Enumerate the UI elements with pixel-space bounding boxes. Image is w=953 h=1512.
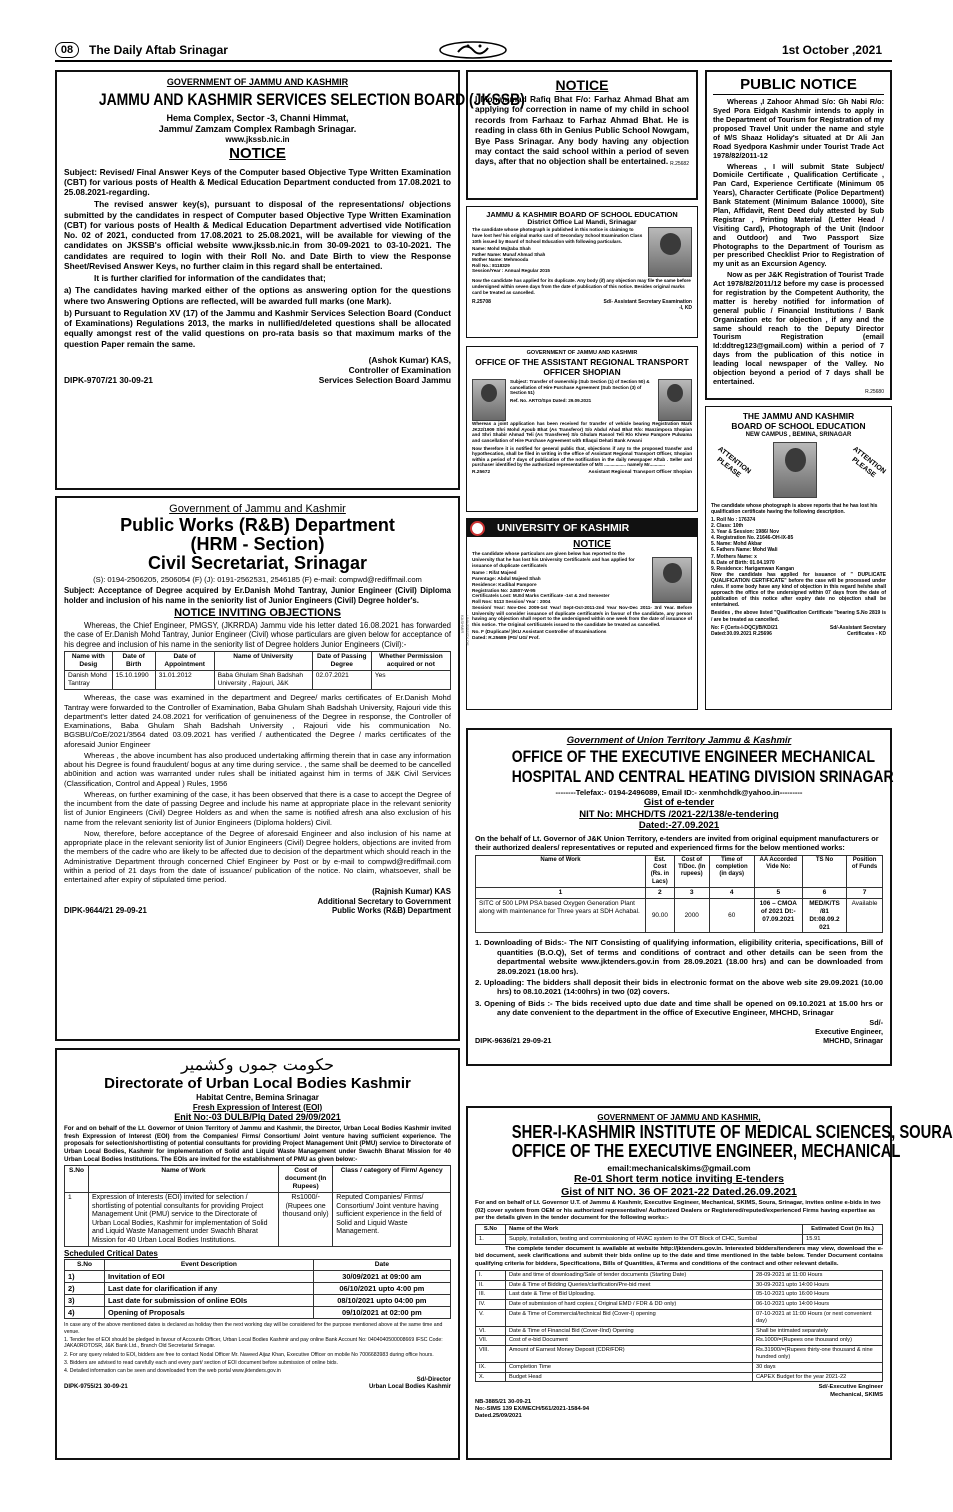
table-cell: Shall be intimated separately <box>753 1326 883 1336</box>
paragraph: Whereas a joint application has been received for transfer of vehicle bearing Registration Mark JK22/1909 Shri Mohd Ayoub Bhat (As Transferor) S/o Abdul Ahad Bhat R/o: Manzimpora Shopian and Shri Shabir Ahmad Teli (As Transferee) S/o Ghulam Rasool Teli R/o Khrew Pampore Pulwama and cancellation of Hire Purchase Agreement with Ellaqui Dehati Bank Arwani <box>472 421 692 443</box>
dipk-number: DIPK-9636/21 29-09-21 <box>475 1036 552 1046</box>
table-cell: CAPEX Budget for the year 2021-22 <box>753 1372 883 1382</box>
table-cell: 3) <box>65 1295 105 1307</box>
table-cell: IV. <box>476 1300 506 1310</box>
govt-heading: Government of Union Territory Jammu & Kashmir <box>566 735 792 746</box>
table-row <box>476 1326 883 1336</box>
table-row <box>476 1336 883 1346</box>
table-row <box>65 1307 451 1319</box>
table-row <box>476 1300 883 1310</box>
paragraph: The candidate whose particulars are given below has reported to the University that he has lost his University Certificate/s and has applied for issuance of duplicate certificate/s <box>472 551 635 568</box>
table-cell: 02.07.2021 <box>312 671 371 690</box>
table-cell: 05-10-2021 upto 16:00 Hours <box>753 1290 883 1300</box>
field: Father Name: Munaf Ahmad Shah <box>472 251 546 257</box>
govt-heading: GOVERNMENT OF JAMMU AND KASHMIR <box>166 77 349 87</box>
paragraph: I Mohammad Rafiq Bhat F/o: Farhaz Ahmad Bhat am applying for correction in name of my child in school records from Farhaaz to Farhaz Ahmad Bhat. He is reading in class 6th in Genius Public School Nowgam, Bye Pass Srinagar. Any body having any objection may contact the said school within a period of seven days, after that no objection shall be entertained. <box>475 94 689 167</box>
table-row <box>65 1271 451 1283</box>
table-cell: III. <box>476 1290 506 1300</box>
field: 6. Fathers Name: Mohd Wali <box>711 547 778 554</box>
table-cell: 08/10/2021 upto 04:00 pm <box>313 1295 450 1307</box>
table-header: S.No <box>65 1260 105 1271</box>
table-header: Name of University <box>214 652 312 671</box>
table-row <box>65 671 451 690</box>
table-header: Class / category of Firm/ Agency <box>333 1166 451 1193</box>
subject: Subject: Revised/ Final Answer Keys of the Computer based Objective Type Written Examination (CBT) for various posts of Health & Medical Education Department conducted from 17.08.2021 to 25.08.2021-regarding. <box>64 166 451 198</box>
signatory-name: (Rajnish Kumar) KAS <box>372 887 451 897</box>
notice-heading: PUBLIC NOTICE <box>713 76 884 95</box>
notice-heading: NOTICE <box>555 77 609 93</box>
field: Name: Mohd Mujtaba Shah <box>472 246 531 252</box>
table-cell: MED/K/TS /81 Dt:08.09.2 021 <box>802 899 846 933</box>
notice-heading: NOTICE <box>573 539 611 550</box>
signatory-office: Certificates - KD <box>847 630 886 637</box>
field: Certificate/s Lost: M.Ed Marks Certificate -1st & 2nd Semester <box>472 593 610 599</box>
table-cell: 30 days <box>753 1362 883 1372</box>
paragraph: For and on behalf of Lt. Governor U.T. of Jammu & Kashmir, Executive Engineer, Mechanical, SKIMS, Soura, Srinagar, invites online e-bids in two (02) cover system from OEM or his authorized representative/ Authorized Dealers or Registered/reputed/experienced Firms having expertise as per the details given in the tender document for the following works:- <box>475 1200 881 1221</box>
table-row <box>65 1295 451 1307</box>
schedule-heading: Scheduled Critical Dates <box>64 1249 158 1259</box>
eoi-heading: Fresh Expression of Interest (EOI) <box>192 1102 323 1112</box>
candidate-photo <box>652 557 692 603</box>
office-title: OFFICE OF THE ASSISTANT REGIONAL TRANSPORT OFFICER SHOPIAN <box>475 356 689 377</box>
table-cell: 15.10.1990 <box>112 671 155 690</box>
table-cell: 30-09-2021 upto 14:00 Hours <box>753 1280 883 1290</box>
list-item: 1. Downloading of Bids:- The NIT Consisting of qualifying information, eligibility criteria, specifications, Bill of quantities (B.O.Q), Set of terms and conditions of contract and other details can be seen from the departmental website www.jktenders.gov.in from 28.09.2021 (18.00 hrs) and can be downloaded from 28.09.2021 (18.00 hrs). <box>475 938 883 976</box>
signatory-title: Sd/-Assistant Secretary <box>829 624 886 631</box>
paragraph: Whereas, the case was examined in the department and Degree/ marks certificates of Er.Danish Mohd Tantray were forwarded to the Controller of Examination, Baba Ghulam Shah Badshah University, Rajouri vide this department's letter dated 24.08.2021 for verification of genuineness of the Degree in response, the Controller of Examinations, Baba Ghulam Shah Badshah University , Rajouri vide his communication No. BGSBU/CoE/2021/3564 dated 03.09.2021 has verified / authenticated the Degree / marks certificates of the aforesaid Junior Engineer <box>64 693 451 749</box>
table-cell: 06/10/2021 upto 4:00 pm <box>313 1283 450 1295</box>
mhchd-etender-notice <box>466 728 892 1066</box>
division-title: HOSPITAL AND CENTRAL HEATING DIVISION SRINAGAR <box>511 767 894 787</box>
paragraph: Whereas , the above incumbent has also produced undertaking affirming therein that in case any information about his Degree is found fraudulent/ bogus at any time during service. , the same shall be deemed to be cancelled ab0inition and action was warranted under rules shall be initiated against him in terms of J&K Civil Services (Classification, Control and Appeal ) Rules, 1956 <box>64 750 451 788</box>
candidate-photo <box>773 442 817 498</box>
paragraph: The candidate whose photograph is published in this notice is claiming to have lost her/ his original marks card of Secondary School Examination Class 10th issued by Board of School Education with following particulars. <box>472 227 643 244</box>
paragraph: Now, therefore, before acceptance of the Degree of aforesaid Engineer and also inclusion of his name at appropriate place in the relevant seniority list of Junior Engineers (Civil) Degree holders, objections are invited from the members of the cadre who are likely to be affected due to decision of the department which should reach in the Administrative Department through concerned Chief Engineer by Post or by e-mail to compwd@rediffmail.com within a period of 21 days from the date of issuance/ publication of the notice. No claim, whatsoever, shall be entertained after expiry of stipulated time period. <box>64 828 451 885</box>
table-row <box>476 1270 883 1280</box>
dept-location: Civil Secretariat, Srinagar <box>147 553 368 574</box>
signatory-office: Services Selection Board Jammu <box>318 375 451 386</box>
subject: Subject: Acceptance of Degree acquired by Er.Danish Mohd Tantray, Junior Engineer (Civil) Diploma holder and inclusion of his name in the seniority list of Junior Engineers (Civil) Degree holder's. <box>64 586 451 605</box>
nb-number: NB-3885/21 30-09-21 <box>475 1398 532 1405</box>
table-cell: VII. <box>476 1336 506 1346</box>
paragraph: Whereas ,I Zahoor Ahmad S/o: Gh Nabi R/o: Syed Pora Eidgah Kashmir intends to apply in the Department of Tourism for Registration of my proposed Travel Unit under the name and style of M/S Shaaz Holiday's situated at Dr Ali Jan Road Syedpora Kashmir under Tourist Trade Act 1978/82/2011-12 <box>713 97 884 160</box>
name-correction-notice <box>466 70 698 200</box>
candidate-table <box>64 651 451 690</box>
address-line: Hema Complex, Sector -3, Channi Himmat, <box>166 112 349 123</box>
work-table <box>475 1224 883 1245</box>
file-number: No: F (Certs-I-DQC)/B/KD/21 <box>711 624 778 631</box>
field: Session/Year : Annual Regular 2015 <box>472 268 550 274</box>
table-cell: 1. <box>476 1235 506 1245</box>
reference-number: R.25680 <box>865 388 884 395</box>
paragraph: It is further clarified for information of the candidates that; <box>94 273 326 284</box>
note: 1. Tender fee of EOI should be pledged in favour of Accounts Officer, Urban Local Bodies Kashmir and pay online Bank Account No: 0404040500008669 IFSC Code: JAKA0ROTOSR, J&K Bank Ltd., Branch Old Secretariat Srinagar. <box>64 1336 443 1350</box>
signatory-name: (Ashok Kumar) KAS, <box>368 354 451 365</box>
paragraph: Now the candidate has applied for its duplicate. Any body (if) any objection may file the same before undersigned within seven days from the date of publication of this notice. Besides original marks card be treated as cancelled. <box>472 278 691 295</box>
table-cell: 90.00 <box>646 899 675 933</box>
table-cell: 07-10-2021 at 11:00 Hours (or next convenient day) <box>753 1309 883 1326</box>
kashmir-university-notice <box>460 518 698 710</box>
table-header: Date <box>313 1260 450 1271</box>
nit-date: Dated:-27.09.2021 <box>638 820 720 832</box>
field: Roll Nos: 5113 Session/ Year : 2004 <box>472 599 551 605</box>
table-header: Name of the Work <box>506 1224 803 1234</box>
table-cell: 30/09/2021 at 09:00 am <box>313 1271 450 1283</box>
table-cell: Available <box>847 899 883 933</box>
table-cell: VI. <box>476 1326 506 1336</box>
field: 9. Residence: Harigamwan Kangan <box>711 565 795 572</box>
table-cell: Supply, installation, testing and commissioning of HVAC system to the OT Block of CHC, Sumbal <box>506 1235 803 1245</box>
subject: Subject: Transfer of ownership (Sub Section (1) of Section 50) & cancellation of Hire Purchase Agreement (Sub Section (3) of Section 51) <box>510 379 650 396</box>
table-cell: 1) <box>65 1271 105 1283</box>
seller-photo <box>472 379 506 421</box>
table-cell: Completion Time <box>506 1362 753 1372</box>
table-row <box>476 1309 883 1326</box>
dated-line: Dated.25/09/2021 <box>475 1412 522 1419</box>
paragraph: Now the candidate has applied for issuance of " DUPLICATE QUALIFICATION CERTIFICATE" before the case will be processed under rules. if some body have any kind of objection in this regard he/she shall approach the office of the undersigned within 07 days from the date of publication of this notice after expiry date no objection shall be entertained. <box>711 571 886 609</box>
seal-text: UNIVERSITY OF KASHMIR <box>460 615 470 646</box>
table-cell: 15.91 <box>803 1235 883 1245</box>
list-item: 2. Uploading: The bidders shall deposit their bids in electronic format on the above web site 29.09.2021 (10.00 hrs) to 08.10.2021 (14:00hrs) in two (02) covers. <box>475 977 883 997</box>
table-cell: 06-10-2021 upto 14:00 Hours <box>753 1300 883 1310</box>
table-cell: Yes <box>371 671 450 690</box>
table-cell: 31.01.2012 <box>155 671 214 690</box>
table-cell: Invitation of EOI <box>105 1271 314 1283</box>
schedule-table <box>475 1270 883 1383</box>
table-cell: Date & Time of Commercial/technical Bid (Cover-I) opening <box>506 1309 753 1326</box>
field: 7. Mothers Name: x <box>711 553 757 560</box>
nit-number: NIT No: MHCHD/TS /2021-22/138/e-tendering <box>579 808 779 820</box>
paragraph: Whereas, on further examining of the case, it has been observed that there is a case to accept the Degree of the incumbent from the date of passing Degree and include his name at appropriate place in the relevant seniority list of Junior Engineers (Civil) Degree Holders as and when the same is notified afresh ana also exclusion of his name from the relevant seniority list of Junior Engineers (Diploma holders) Civil. <box>64 789 451 827</box>
board-title: JAMMU AND KASHMIR SERVICES SELECTION BOARD (JKSSB) <box>98 89 525 109</box>
table-cell: Date & Time of Financial Bid (Cover-IInd) Opening <box>506 1326 753 1336</box>
dipk-number: DIPK-9755/21 30-09-21 <box>64 1384 128 1390</box>
notice-heading: NOTICE <box>229 145 286 163</box>
table-cell: 28-09-2021 at 11:00 Hours <box>753 1270 883 1280</box>
dept-section: (HRM - Section) <box>190 534 325 555</box>
signatory-office: MHCHD, Srinagar <box>823 1036 883 1046</box>
table-row <box>476 1280 883 1290</box>
signatory-title: Assistant Regional Transport Officer Shopian <box>588 469 692 475</box>
table-header: Date of Birth <box>112 652 155 671</box>
pwd-notice <box>55 496 460 1041</box>
table-header: Est. Cost (Rs. in Lacs) <box>646 855 675 887</box>
field: Registration No: 24507-W-95 <box>472 587 536 593</box>
table-cell: V. <box>476 1309 506 1326</box>
dipk-number: DIPK-9644/21 29-09-21 <box>64 906 147 916</box>
board-title: THE JAMMU AND KASHMIR <box>742 411 855 421</box>
paragraph: Whereas , I will submit State Subject/ Domicile Certificate , Qualification Certificate , Pan Card, Experience Certificate (Minimum 05 Years), Character Certificate (Police Department) Bank Statement (Minimum Balance 10000), Site Plan, Affidavit, Rent Deed duly attested by Sub Registrar , Printing Material (Letter Head / Visiting Card), Photograph of the Unit (Indoor and Outdoor) and Two Passport Size Photographs to the Department of Tourism as per prescribed Checklist Prior to Registration of my unit as an Excursion Agency. <box>713 161 884 269</box>
table-cell: Amount of Earnest Money Deposit (CDR/FDR) <box>506 1346 753 1363</box>
reference-number: R.25672 <box>472 469 491 475</box>
field: 5. Name: Mohd Akbar <box>711 541 762 548</box>
signatory-title: Additional Secretary to Government <box>317 896 451 906</box>
ulb-eoi-notice <box>55 1048 460 1460</box>
file-number: No. F (Duplicate/ )/KU Assistant Controller of Examinations <box>472 629 607 635</box>
table-row <box>476 1362 883 1372</box>
office-line: District Office Lal Mandi, Srinagar <box>527 219 637 227</box>
table-cell: 7 <box>847 888 883 899</box>
field: 1. Roll No : 176374 <box>711 517 756 523</box>
directorate-title: Directorate of Urban Local Bodies Kashmir <box>104 1074 411 1092</box>
table-cell: 3 <box>674 888 709 899</box>
schedule-table <box>64 1259 451 1319</box>
table-cell: 1 <box>65 1193 89 1247</box>
table-header: Time of completion (in days) <box>709 855 754 887</box>
dated-line: Dated:30.09.2021 R.25696 <box>711 630 772 637</box>
dated-line: Dated: R.25689 (PG/ UG/ Prof. <box>472 635 540 641</box>
tender-table <box>475 855 883 934</box>
newspaper-logo-icon <box>438 40 508 60</box>
table-header: Name of Work <box>476 855 646 887</box>
gist-nit: Gist of NIT NO. 36 OF 2021-22 Dated.26.09.2021 <box>561 1185 797 1198</box>
signatory-title: Sd/-Executive Engineer <box>818 1384 883 1391</box>
signatory-office: Public Works (R&B) Department <box>332 906 451 916</box>
paragraph: Besides , the above listed "Qualification Certificate "bearing S.No 2819 is / are be treated as cancelled. <box>711 610 886 623</box>
table-cell: Date of submission of hard copies.( Original EMD / FDR & DD only) <box>506 1300 753 1310</box>
issue-date: 1st October ,2021 <box>781 43 882 57</box>
table-row <box>476 1235 883 1245</box>
table-header: Event Description <box>105 1260 314 1271</box>
table-row <box>476 1290 883 1300</box>
public-notice-tourism <box>705 70 892 400</box>
jkbose-duplicate-certificate-notice <box>705 406 892 710</box>
signatory-office: Urban Local Bodies Kashmir <box>368 1384 451 1390</box>
dept-title: Public Works (R&B) Department <box>120 515 395 536</box>
paragraph: The complete tender document is available at website http://jktenders.gov.in. Interested bidders/tenderers may view, download the e-bid document, seek clarifications and submit their bids online up to the date and time mentioned in the table below. Tender Document contains qualifying criteria for bidders, Specifications, Bills of Quantities, &Terms and conditions of the contract and other relevant details. <box>475 1246 883 1267</box>
signatory-title: Executive Engineer, <box>815 1027 883 1037</box>
university-seal-icon <box>470 521 485 536</box>
table-cell: IX. <box>476 1362 506 1372</box>
table-cell: II. <box>476 1280 506 1290</box>
address-line: Habitat Centre, Bemina Srinagar <box>196 1092 319 1102</box>
table-cell: 4) <box>65 1307 105 1319</box>
paragraph: The revised answer key(s), pursuant to disposal of the representations/ objections submitted by the candidates in respect of Computer based Objective Type Written Examination (CBT) for various posts of Health & Medical Education Department advertised vide Notification No. 02 of 2021, conducted from 17.08.2021 to 25.08.2021, will be available for viewing of the candidates on JKSSB's official website www.jkssb.nic.in from 30-09-2021 to 03-10-2021. The candidates are required to login with their Roll No. and Date Birth to view the Response Sheet/Revised Answer Keys, no further claim in this regard shall be entertained. <box>64 199 451 271</box>
contact-line: --------Telefax:- 0194-2496089, Email ID:- xenmhchdk@yahoo.in--------- <box>555 788 803 798</box>
field: 2. Class: 10th <box>711 523 744 530</box>
jkbose-lost-marks-card-notice <box>466 206 698 338</box>
table-header: Estimated Cost (in lts.) <box>803 1224 883 1234</box>
board-subtitle: BOARD OF SCHOOL EDUCATION <box>731 421 866 432</box>
govt-heading: GOVERNMENT OF JAMMU AND KASHMIR <box>526 350 638 356</box>
skims-etender-notice <box>466 1106 953 1460</box>
urdu-heading: حکومت جموں وکشمیر <box>180 1055 335 1074</box>
table-cell: SITC of 500 LPM PSA based Oxygen Generation Plant along with maintenance for Three years at SDH Achabal. <box>476 899 646 933</box>
field: Parentage: Abdul Majeed Shah <box>472 576 541 582</box>
paragraph: Session/ Year: Nov-Dec 2009-1st Year/ Sept-Oct-2011-2nd Year Nov-Dec 2011- 3rd Year. Before University will consider issuance of duplicate certificate/s in favour of the candidate, any person having any objection shall report to the undersigned within one week from the date of issuance of this notice. The Original certificate/s issued to the candidate be treated as cancelled. <box>472 604 692 627</box>
table-cell: 6 <box>802 888 846 899</box>
university-title: UNIVERSITY OF KASHMIR <box>497 522 630 534</box>
newspaper-name: The Daily Aftab Srinagar <box>89 43 228 57</box>
table-cell: Rs.1000/=(Rupees one thousand only) <box>753 1336 883 1346</box>
table-row <box>65 1283 451 1295</box>
table-row <box>476 1372 883 1382</box>
table-cell: 09/10/2021 at 02:00 pm <box>313 1307 450 1319</box>
table-row <box>476 899 883 933</box>
office-title: OFFICE OF THE EXECUTIVE ENGINEER MECHANICAL <box>511 746 875 766</box>
table-cell: X. <box>476 1372 506 1382</box>
gist-heading: Gist of e-tender <box>643 797 715 809</box>
table-cell: VIII. <box>476 1346 506 1363</box>
signature: Sd/- <box>869 1018 883 1028</box>
file-number: No:-SIMS 139 EX/MECH/561/2021-1584-94 <box>475 1405 590 1412</box>
page-number: 08 <box>55 42 79 58</box>
institute-title: SHER-I-KASHMIR INSTITUTE OF MEDICAL SCIENCES, SOURA <box>511 1121 953 1142</box>
table-cell: Rs1000/- (Rupees one thousand only) <box>279 1193 333 1247</box>
eoi-table <box>64 1165 451 1247</box>
enit-number: Enit No:-03 DULB/Plg Dated 29/09/2021 <box>174 1112 341 1123</box>
paragraph: b) Pursuant to Regulation XV (17) of the Jammu and Kashmir Services Selection Board (Conduct of Examinations) Regulations 2013, the marks in nullified/deleted questions shall be allocated equally amongst rest of the valid questions on pro-rata basis so that maximum marks of the question Paper remain the same. <box>64 307 451 349</box>
paragraph: a) The candidates having marked either of the options as answering option for the questions where two Answering Options are reflected, will be awarded full marks (one Mark). <box>64 285 451 306</box>
table-cell: Last date for clarification if any <box>105 1283 314 1295</box>
paragraph: For and on behalf of the Lt. Governor of Union Territory of Jammu and Kashmir, the Director, Urban Local Bodies Kashmir invited fresh Expression of Interest (EOI) from the Companies/ Firms/ Consortium/ Joint venture having sufficient experience. The proposals for selection/shortlisting of potential consultants for providing Project Management Unit (PMU) service to Directorate of Urban Local Bodies, Kashmir for implementation of Solid and Liquid Waste Management under Swachh Bharat Mission for 40 Urban Local Bodies Institutions. The EOIs are invited for the establishment of PMU as given below:- <box>64 1125 451 1163</box>
address-line: Jammu/ Zamzam Complex Rambagh Srinagar. <box>158 123 357 134</box>
field: Name : Rifat Majeed <box>472 570 517 576</box>
office-title: OFFICE OF THE EXECUTIVE ENGINEER, MECHANICAL <box>511 1140 901 1161</box>
table-cell: 1 <box>476 888 646 899</box>
note: In case any of the above mentioned dates is declared as holiday then the next working day will be considered for the purpose mentioned above at the same time and venue. <box>64 1322 443 1335</box>
table-cell: 2) <box>65 1283 105 1295</box>
table-header: Cost of T/Doc. (In rupees) <box>674 855 709 887</box>
table-cell: Last date & Time of Bid Uploading. <box>506 1290 753 1300</box>
table-header: Position of Funds <box>847 855 883 887</box>
buyer-photo <box>658 379 692 421</box>
paragraph: On the behalf of Lt. Governor of J&K Union Territory, e-tenders are invited from original equipment manufacturers or their authorized dealers/ representatives or reputed and experienced firms for the below mentioned works: <box>475 834 879 852</box>
table-cell: 5 <box>754 888 802 899</box>
table-row <box>476 1346 883 1363</box>
arto-transfer-notice <box>466 346 698 512</box>
table-header: S.No <box>65 1166 89 1193</box>
reference-number: R.25708 <box>472 299 491 306</box>
attention-label: ATTENTION PLEASE <box>715 445 752 479</box>
reference-line: Ref. No. ARTO/Spn Dated: 29.09.2021 <box>510 397 592 403</box>
table-header: Name with Desig <box>65 652 113 671</box>
field: 4. Registration No. 21646-OH-IX-85 <box>711 535 794 542</box>
field: 8. Date of Birth: 01.04.1970 <box>711 559 775 566</box>
signatory-office: Mechanical, SKIMS <box>830 1391 883 1398</box>
govt-heading: GOVERNMENT OF JAMMU AND KASHMIR, <box>597 1113 761 1122</box>
table-header: Whether Permission acquired or not <box>371 652 450 671</box>
signatory-title: Controller of Examination <box>348 365 451 376</box>
website: www.jkssb.nic.in <box>225 134 290 144</box>
tender-heading: Re-01 Short term notice inviting E-tenders <box>573 1172 785 1185</box>
paragraph: Now as per J&K Registration of Tourist Trade Act 1978/82/2011/12 before my case is processed for registration by the Competent Authority, the matter is hereby notified for information of general public / Financial Institutions / Bank Organization etc for objection , if any and the same should reach to the Deputy Director Tourism Registration (email Id:ddtreg123@gmail.com) within a period of 7 days from the publication of this notice in leading local newspaper of the Valley. No objection beyond a period of 7 days shall be entertained. <box>713 270 884 386</box>
table-cell: Danish Mohd Tantray <box>65 671 113 690</box>
dipk-number: DIPK-9707/21 30-09-21 <box>64 375 153 386</box>
table-header: Date of Passing Degree <box>312 652 371 671</box>
email: email:mechanicalskims@gmail.com <box>607 1162 751 1173</box>
reference-number: R.25682 <box>670 160 689 167</box>
field: Mother Name: Mehmooda <box>472 257 529 263</box>
note: 2. For any query related to EOI, bidders are free to contact Nodal Officer Mr. Naveed Aijaz Khan, Executive Officer on mobile No 7006683983 during office hours. <box>64 1351 434 1358</box>
table-cell: 4 <box>709 888 754 899</box>
paragraph: Now therefore it is notified for general public that, objections if any to the proposed transfer and hypothecation, shall be filed in writing in the office of Assistant Regional Transport Officer, Shopian within a period of 7 days of publication of the notification in the daily newspaper Aftab . Seller and purchaser identified by the authorized representative of M/S ................. namely Mr............ <box>472 445 692 468</box>
attention-label: ATTENTION PLEASE <box>850 445 887 479</box>
table-cell: Reputed Companies/ Firms/ Consortium/ Joint venture having sufficient experience in the field of Solid and Liquid Waste Management. <box>333 1193 451 1247</box>
table-cell: 106 – CMOA of 2021 Dt:- 07.09.2021 <box>754 899 802 933</box>
field: 3. Year & Session: 1986/ Nov <box>711 529 780 536</box>
table-cell: I. <box>476 1270 506 1280</box>
table-cell: Expression of Interests (EOI) invited for selection / shortlisting of potential consultants for providing Project Management Unit (PMU) service to the Directorate of Urban Local Bodies, Kashmir for implementation of Solid and Liquid Waste Management under Swachh Bharat Mission for 40 Urban Local Bodies Institutions. <box>89 1193 279 1247</box>
field: Roll No.: 8118329 <box>472 262 510 268</box>
table-cell: Baba Ghulam Shah Badshah University , Rajouri, J&K <box>214 671 312 690</box>
candidate-photo <box>648 227 692 277</box>
field: Residence: Kadibal Pampore <box>472 581 537 587</box>
table-cell: Last date for submission of online EOIs <box>105 1295 314 1307</box>
table-cell: Budget Head <box>506 1372 753 1382</box>
newspaper-header <box>55 40 892 62</box>
table-header: Cost of document (In Rupees) <box>279 1166 333 1193</box>
table-header: TS No <box>802 855 846 887</box>
note: 4. Detailed information can be seen and downloaded from the web portal www.jktenders.gov.in <box>64 1368 281 1375</box>
table-cell: Date & Time of Bidding Queries/clarification/Pre-bid meet <box>506 1280 753 1290</box>
table-row <box>65 1193 451 1247</box>
govt-heading: Government of Jammu and Kashmir <box>169 503 346 515</box>
note: 3. Bidders are advised to read carefully each and every part/ section of EOI document before submission of online bids. <box>64 1360 338 1366</box>
list-item: 3. Opening of Bids :- The bids received upto due date and time shall be opened on 09.10.2021 at 15.00 hrs or any date convenient to the department in the office of Executive Engineer, MHCHD, Srinagar <box>475 998 883 1018</box>
table-header: AA Accorded Vide No: <box>754 855 802 887</box>
table-cell: 60 <box>709 899 754 933</box>
table-cell: Date and time of downloading/Sale of tender documents (Starting Date) <box>506 1270 753 1280</box>
table-cell: Cost of e-bid Document <box>506 1336 753 1346</box>
paragraph: Whereas, the Chief Engineer, PMGSY, (JKRRDA) Jammu vide his letter dated 16.08.2021 has forwarded the case of Er.Danish Mohd Tantray, Junior Engineer (Civil) whose particulars are given below for acceptance of his degree and inclusion of his name in the seniority list of Degree holders Junior Engineers (Civil):- <box>64 620 451 649</box>
notice-heading: NOTICE INVITING OBJECTIONS <box>174 607 341 620</box>
table-cell: Opening of Proposals <box>105 1307 314 1319</box>
table-header: Date of Appointment <box>155 652 214 671</box>
paragraph: The candidate whose photograph is above reports that he has lost his qualification certificate having the following description. <box>711 502 878 515</box>
signatory-title: Sd/- Assistant Secretary Examination -I, KD <box>603 299 692 312</box>
table-cell: Rs.31900/=(Rupees thirty-one thousand & nine hundred only) <box>753 1346 883 1363</box>
contact-line: (S): 0194-2506205, 2506054 (F) (J): 0191-2562531, 2546185 (F) e-mail: compwd@rediffmail.com <box>93 575 422 585</box>
table-header: Name of Work <box>89 1166 279 1193</box>
address-line: NEW CAMPUS , BEMINA, SRINAGAR <box>745 431 852 438</box>
signatory-title: Sd/-Director <box>416 1376 451 1383</box>
table-cell: 2 <box>646 888 675 899</box>
table-cell: 2000 <box>674 899 709 933</box>
board-title: JAMMU & KASHMIR BOARD OF SCHOOL EDUCATION <box>486 210 678 219</box>
table-header: S.No <box>476 1224 506 1234</box>
